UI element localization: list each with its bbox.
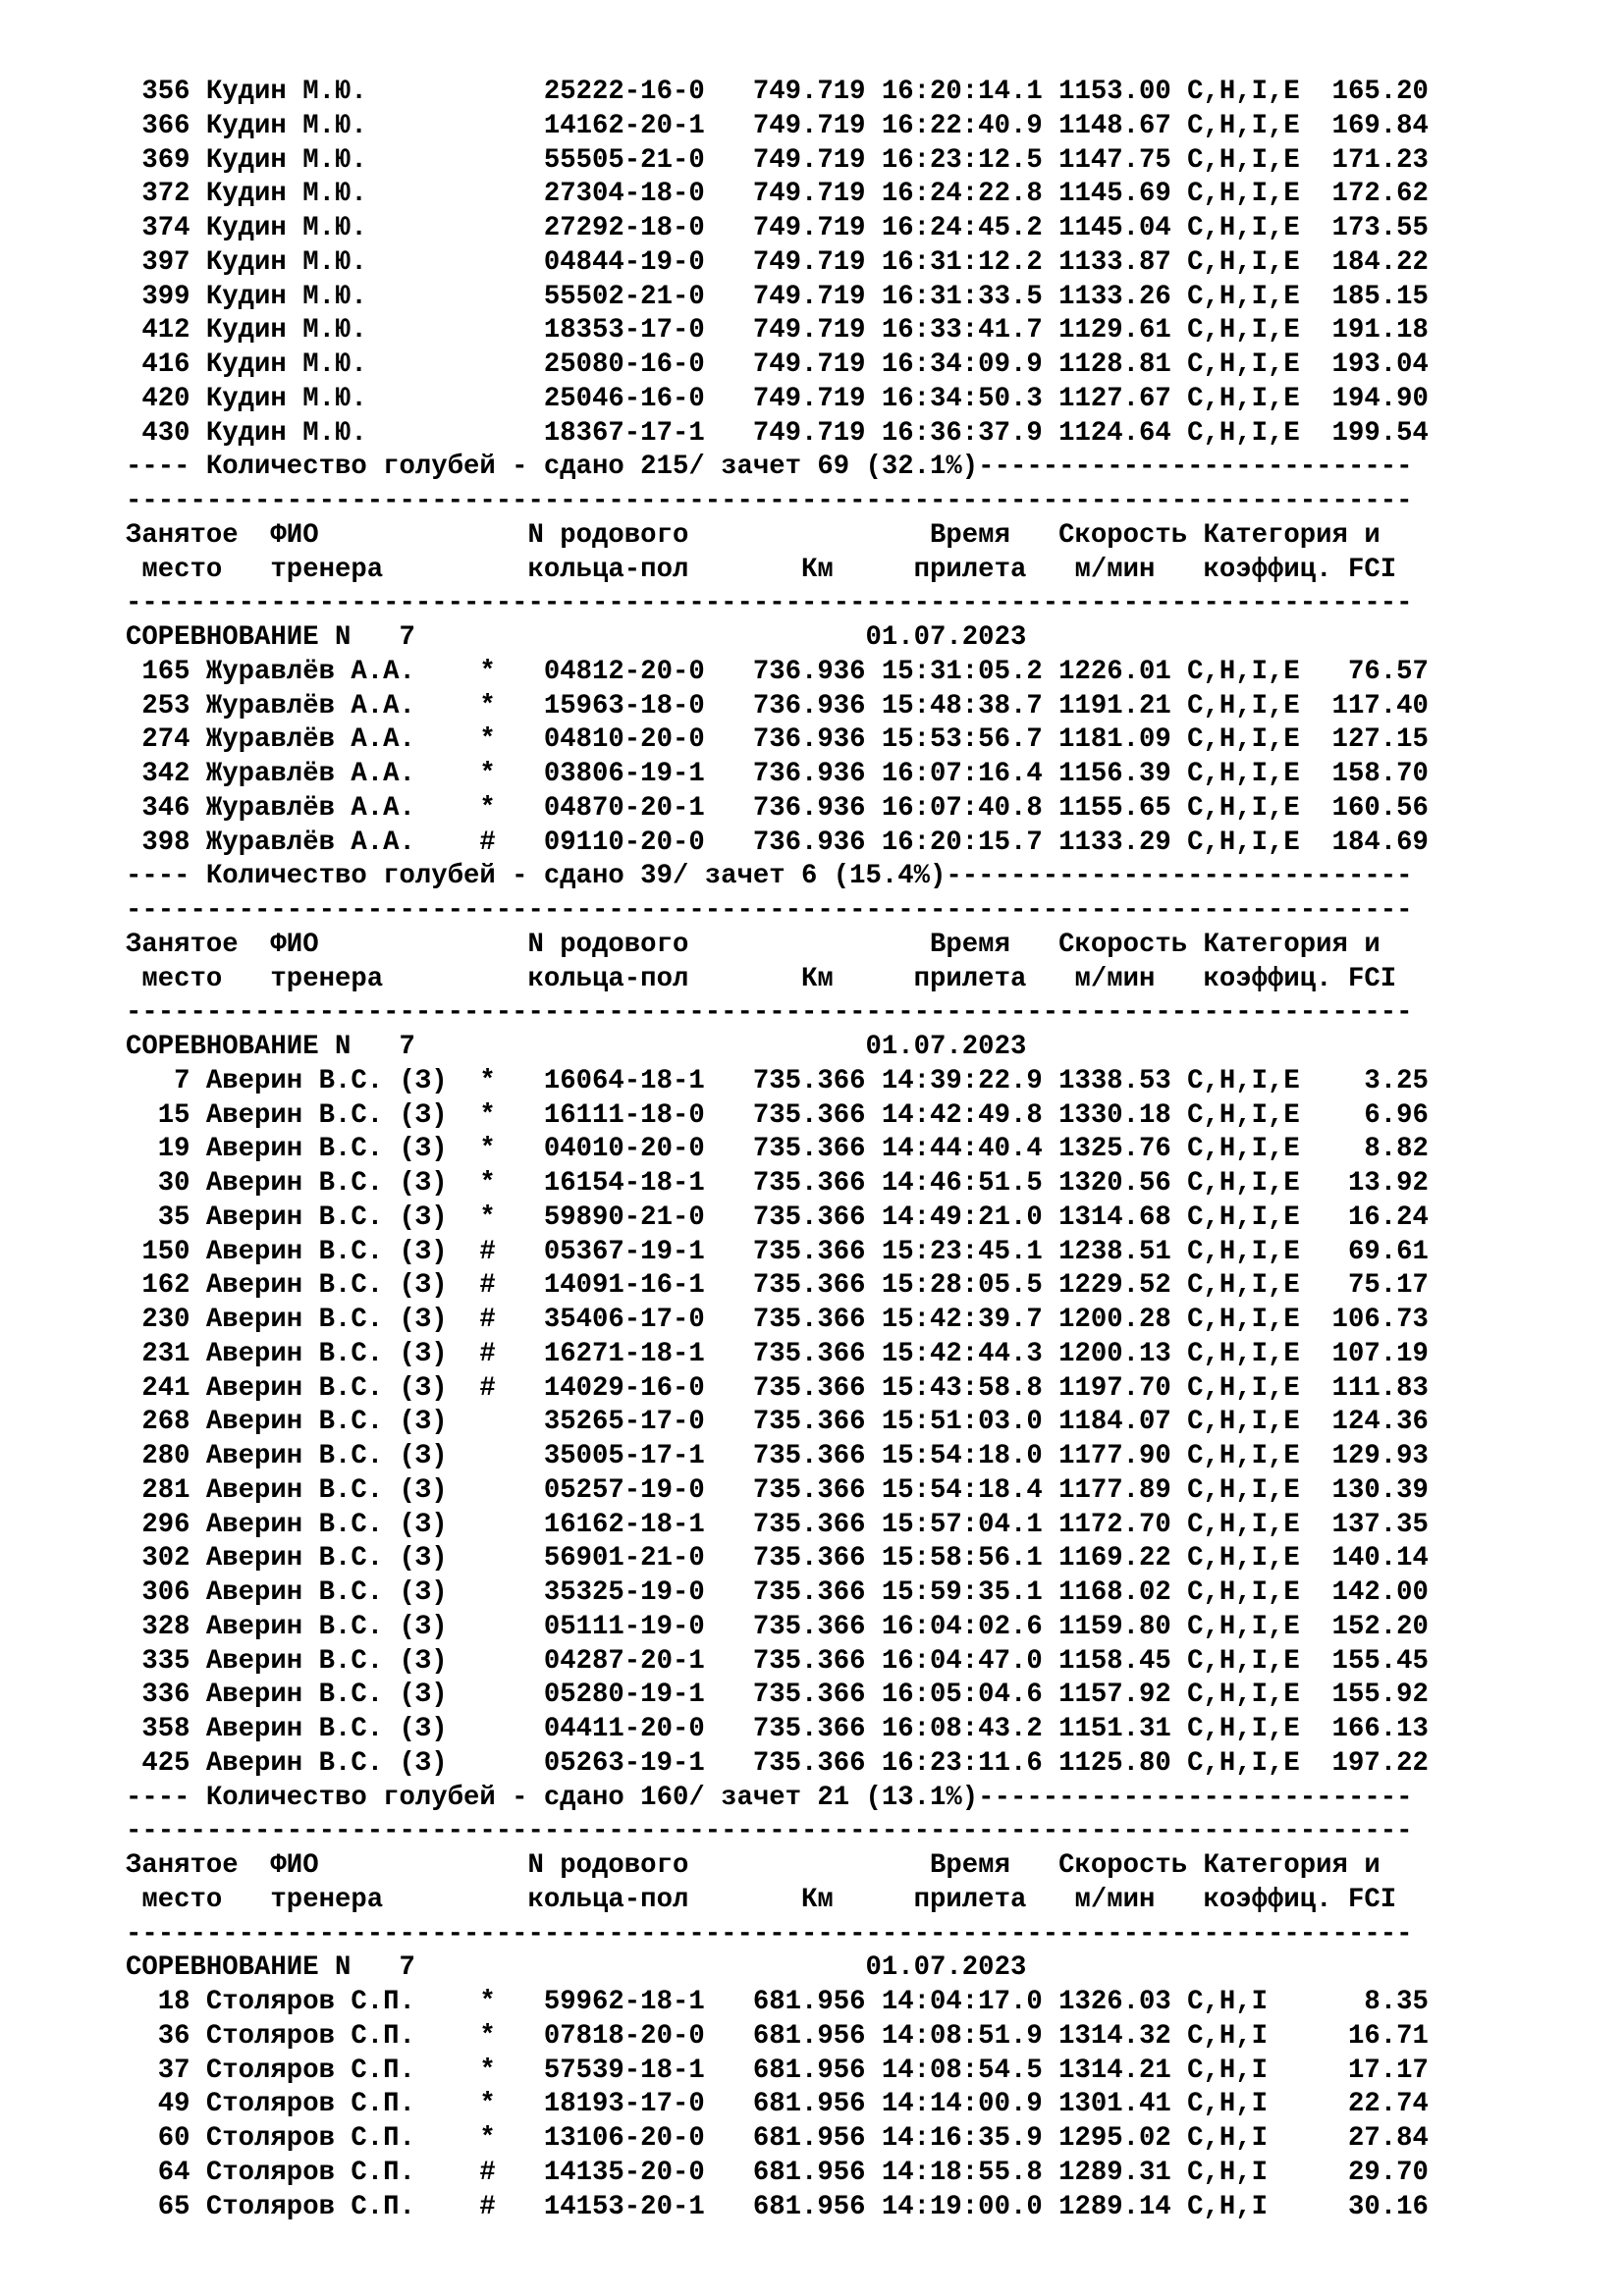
result-row: 7 Аверин В.С. (З) * 16064-18-1 735.366 14:39:22.9 1338.53 C,H,I,E 3.25 xyxy=(126,1065,1429,1096)
result-row: 342 Журавлёв А.А. * 03806-19-1 736.936 16:07:16.4 1156.39 C,H,I,E 158.70 xyxy=(126,759,1429,789)
result-row: 274 Журавлёв А.А. * 04810-20-0 736.936 15:53:56.7 1181.09 C,H,I,E 127.15 xyxy=(126,724,1429,756)
result-row: 420 Кудин М.Ю. 25046-16-0 749.719 16:34:50.3 1127.67 C,H,I,E 194.90 xyxy=(126,383,1429,414)
summary-line: ---- Количество голубей - сдано 215/ зачет 69 (32.1%)--------------------------- xyxy=(126,452,1413,483)
header-row-1: Занятое ФИО N родового Время Скорость Категория и xyxy=(126,929,1380,960)
separator-line: -------------------------------------------------------------------------------- xyxy=(126,997,1413,1029)
result-row: 241 Аверин В.С. (З) # 14029-16-0 735.366 15:43:58.8 1197.70 C,H,I,E 111.83 xyxy=(126,1372,1429,1404)
result-row: 253 Журавлёв А.А. * 15963-18-0 736.936 15:48:38.7 1191.21 C,H,I,E 117.40 xyxy=(126,690,1429,721)
result-row: 49 Столяров С.П. * 18193-17-0 681.956 14:14:00.9 1301.41 C,H,I 22.74 xyxy=(126,2089,1429,2120)
header-row-1: Занятое ФИО N родового Время Скорость Категория и xyxy=(126,1850,1380,1881)
result-row: 302 Аверин В.С. (З) 56901-21-0 735.366 15:58:56.1 1169.22 C,H,I,E 140.14 xyxy=(126,1543,1429,1575)
competition-line: СОРЕВНОВАНИЕ N 7 01.07.2023 xyxy=(126,1032,1027,1062)
result-row: 369 Кудин М.Ю. 55505-21-0 749.719 16:23:12.5 1147.75 C,H,I,E 171.23 xyxy=(126,144,1429,176)
result-row: 296 Аверин В.С. (З) 16162-18-1 735.366 15:57:04.1 1172.70 C,H,I,E 137.35 xyxy=(126,1509,1429,1540)
result-row: 36 Столяров С.П. * 07818-20-0 681.956 14:08:51.9 1314.32 C,H,I 16.71 xyxy=(126,2020,1429,2052)
header-row-1: Занятое ФИО N родового Время Скорость Категория и xyxy=(126,519,1380,551)
result-row: 336 Аверин В.С. (З) 05280-19-1 735.366 16:05:04.6 1157.92 C,H,I,E 155.92 xyxy=(126,1680,1429,1711)
summary-line: ---- Количество голубей - сдано 160/ зачет 21 (13.1%)--------------------------- xyxy=(126,1782,1413,1813)
result-row: 358 Аверин В.С. (З) 04411-20-0 735.366 16:08:43.2 1151.31 C,H,I,E 166.13 xyxy=(126,1714,1429,1744)
separator-line: -------------------------------------------------------------------------------- xyxy=(126,895,1413,926)
result-row: 399 Кудин М.Ю. 55502-21-0 749.719 16:31:33.5 1133.26 C,H,I,E 185.15 xyxy=(126,281,1429,312)
separator-line: -------------------------------------------------------------------------------- xyxy=(126,1918,1413,1949)
result-row: 412 Кудин М.Ю. 18353-17-0 749.719 16:33:41.7 1129.61 C,H,I,E 191.18 xyxy=(126,315,1429,347)
result-row: 268 Аверин В.С. (З) 35265-17-0 735.366 15:51:03.0 1184.07 C,H,I,E 124.36 xyxy=(126,1407,1429,1438)
result-row: 346 Журавлёв А.А. * 04870-20-1 736.936 16:07:40.8 1155.65 C,H,I,E 160.56 xyxy=(126,792,1429,824)
results-printout xyxy=(126,76,1429,2224)
result-row: 335 Аверин В.С. (З) 04287-20-1 735.366 16:04:47.0 1158.45 C,H,I,E 155.45 xyxy=(126,1645,1429,1677)
separator-line: -------------------------------------------------------------------------------- xyxy=(126,486,1413,516)
result-row: 281 Аверин В.С. (З) 05257-19-0 735.366 15:54:18.4 1177.89 C,H,I,E 130.39 xyxy=(126,1474,1429,1506)
competition-line: СОРЕВНОВАНИЕ N 7 01.07.2023 xyxy=(126,1952,1027,1984)
result-row: 306 Аверин В.С. (З) 35325-19-0 735.366 15:59:35.1 1168.02 C,H,I,E 142.00 xyxy=(126,1577,1429,1608)
result-row: 231 Аверин В.С. (З) # 16271-18-1 735.366 15:42:44.3 1200.13 C,H,I,E 107.19 xyxy=(126,1338,1429,1369)
result-row: 64 Столяров С.П. # 14135-20-0 681.956 14:18:55.8 1289.31 C,H,I 29.70 xyxy=(126,2157,1429,2188)
result-row: 60 Столяров С.П. * 13106-20-0 681.956 14:16:35.9 1295.02 C,H,I 27.84 xyxy=(126,2123,1429,2154)
separator-line: -------------------------------------------------------------------------------- xyxy=(126,588,1413,619)
result-row: 37 Столяров С.П. * 57539-18-1 681.956 14:08:54.5 1314.21 C,H,I 17.17 xyxy=(126,2055,1429,2086)
result-row: 374 Кудин М.Ю. 27292-18-0 749.719 16:24:45.2 1145.04 C,H,I,E 173.55 xyxy=(126,213,1429,243)
summary-line: ---- Количество голубей - сдано 39/ зачет 6 (15.4%)----------------------------- xyxy=(126,861,1413,892)
result-row: 18 Столяров С.П. * 59962-18-1 681.956 14:04:17.0 1326.03 C,H,I 8.35 xyxy=(126,1987,1429,2017)
result-row: 162 Аверин В.С. (З) # 14091-16-1 735.366 15:28:05.5 1229.52 C,H,I,E 75.17 xyxy=(126,1270,1429,1302)
result-row: 230 Аверин В.С. (З) # 35406-17-0 735.366 15:42:39.7 1200.28 C,H,I,E 106.73 xyxy=(126,1305,1429,1335)
result-row: 19 Аверин В.С. (З) * 04010-20-0 735.366 14:44:40.4 1325.76 C,H,I,E 8.82 xyxy=(126,1134,1429,1165)
header-row-2: место тренера кольца-пол Км прилета м/мин коэффиц. FCI xyxy=(126,1884,1397,1915)
header-row-2: место тренера кольца-пол Км прилета м/мин коэффиц. FCI xyxy=(126,554,1397,585)
result-row: 416 Кудин М.Ю. 25080-16-0 749.719 16:34:09.9 1128.81 C,H,I,E 193.04 xyxy=(126,349,1429,380)
result-row: 356 Кудин М.Ю. 25222-16-0 749.719 16:20:14.1 1153.00 C,H,I,E 165.20 xyxy=(126,77,1429,107)
result-row: 150 Аверин В.С. (З) # 05367-19-1 735.366 15:23:45.1 1238.51 C,H,I,E 69.61 xyxy=(126,1236,1429,1267)
result-row: 372 Кудин М.Ю. 27304-18-0 749.719 16:24:22.8 1145.69 C,H,I,E 172.62 xyxy=(126,179,1429,210)
result-row: 35 Аверин В.С. (З) * 59890-21-0 735.366 14:49:21.0 1314.68 C,H,I,E 16.24 xyxy=(126,1201,1429,1233)
header-row-2: место тренера кольца-пол Км прилета м/мин коэффиц. FCI xyxy=(126,963,1397,994)
result-row: 30 Аверин В.С. (З) * 16154-18-1 735.366 14:46:51.5 1320.56 C,H,I,E 13.92 xyxy=(126,1168,1429,1199)
result-row: 65 Столяров С.П. # 14153-20-1 681.956 14:19:00.0 1289.14 C,H,I 30.16 xyxy=(126,2191,1429,2222)
result-row: 15 Аверин В.С. (З) * 16111-18-0 735.366 14:42:49.8 1330.18 C,H,I,E 6.96 xyxy=(126,1099,1429,1131)
result-row: 280 Аверин В.С. (З) 35005-17-1 735.366 15:54:18.0 1177.90 C,H,I,E 129.93 xyxy=(126,1441,1429,1471)
result-row: 165 Журавлёв А.А. * 04812-20-0 736.936 15:31:05.2 1226.01 C,H,I,E 76.57 xyxy=(126,656,1429,687)
result-row: 398 Журавлёв А.А. # 09110-20-0 736.936 16:20:15.7 1133.29 C,H,I,E 184.69 xyxy=(126,827,1429,858)
competition-line: СОРЕВНОВАНИЕ N 7 01.07.2023 xyxy=(126,622,1027,653)
result-row: 366 Кудин М.Ю. 14162-20-1 749.719 16:22:40.9 1148.67 C,H,I,E 169.84 xyxy=(126,110,1429,141)
result-row: 430 Кудин М.Ю. 18367-17-1 749.719 16:36:37.9 1124.64 C,H,I,E 199.54 xyxy=(126,417,1429,449)
separator-line: -------------------------------------------------------------------------------- xyxy=(126,1816,1413,1847)
result-row: 425 Аверин В.С. (З) 05263-19-1 735.366 16:23:11.6 1125.80 C,H,I,E 197.22 xyxy=(126,1747,1429,1779)
result-row: 328 Аверин В.С. (З) 05111-19-0 735.366 16:04:02.6 1159.80 C,H,I,E 152.20 xyxy=(126,1611,1429,1642)
result-row: 397 Кудин М.Ю. 04844-19-0 749.719 16:31:12.2 1133.87 C,H,I,E 184.22 xyxy=(126,246,1429,278)
